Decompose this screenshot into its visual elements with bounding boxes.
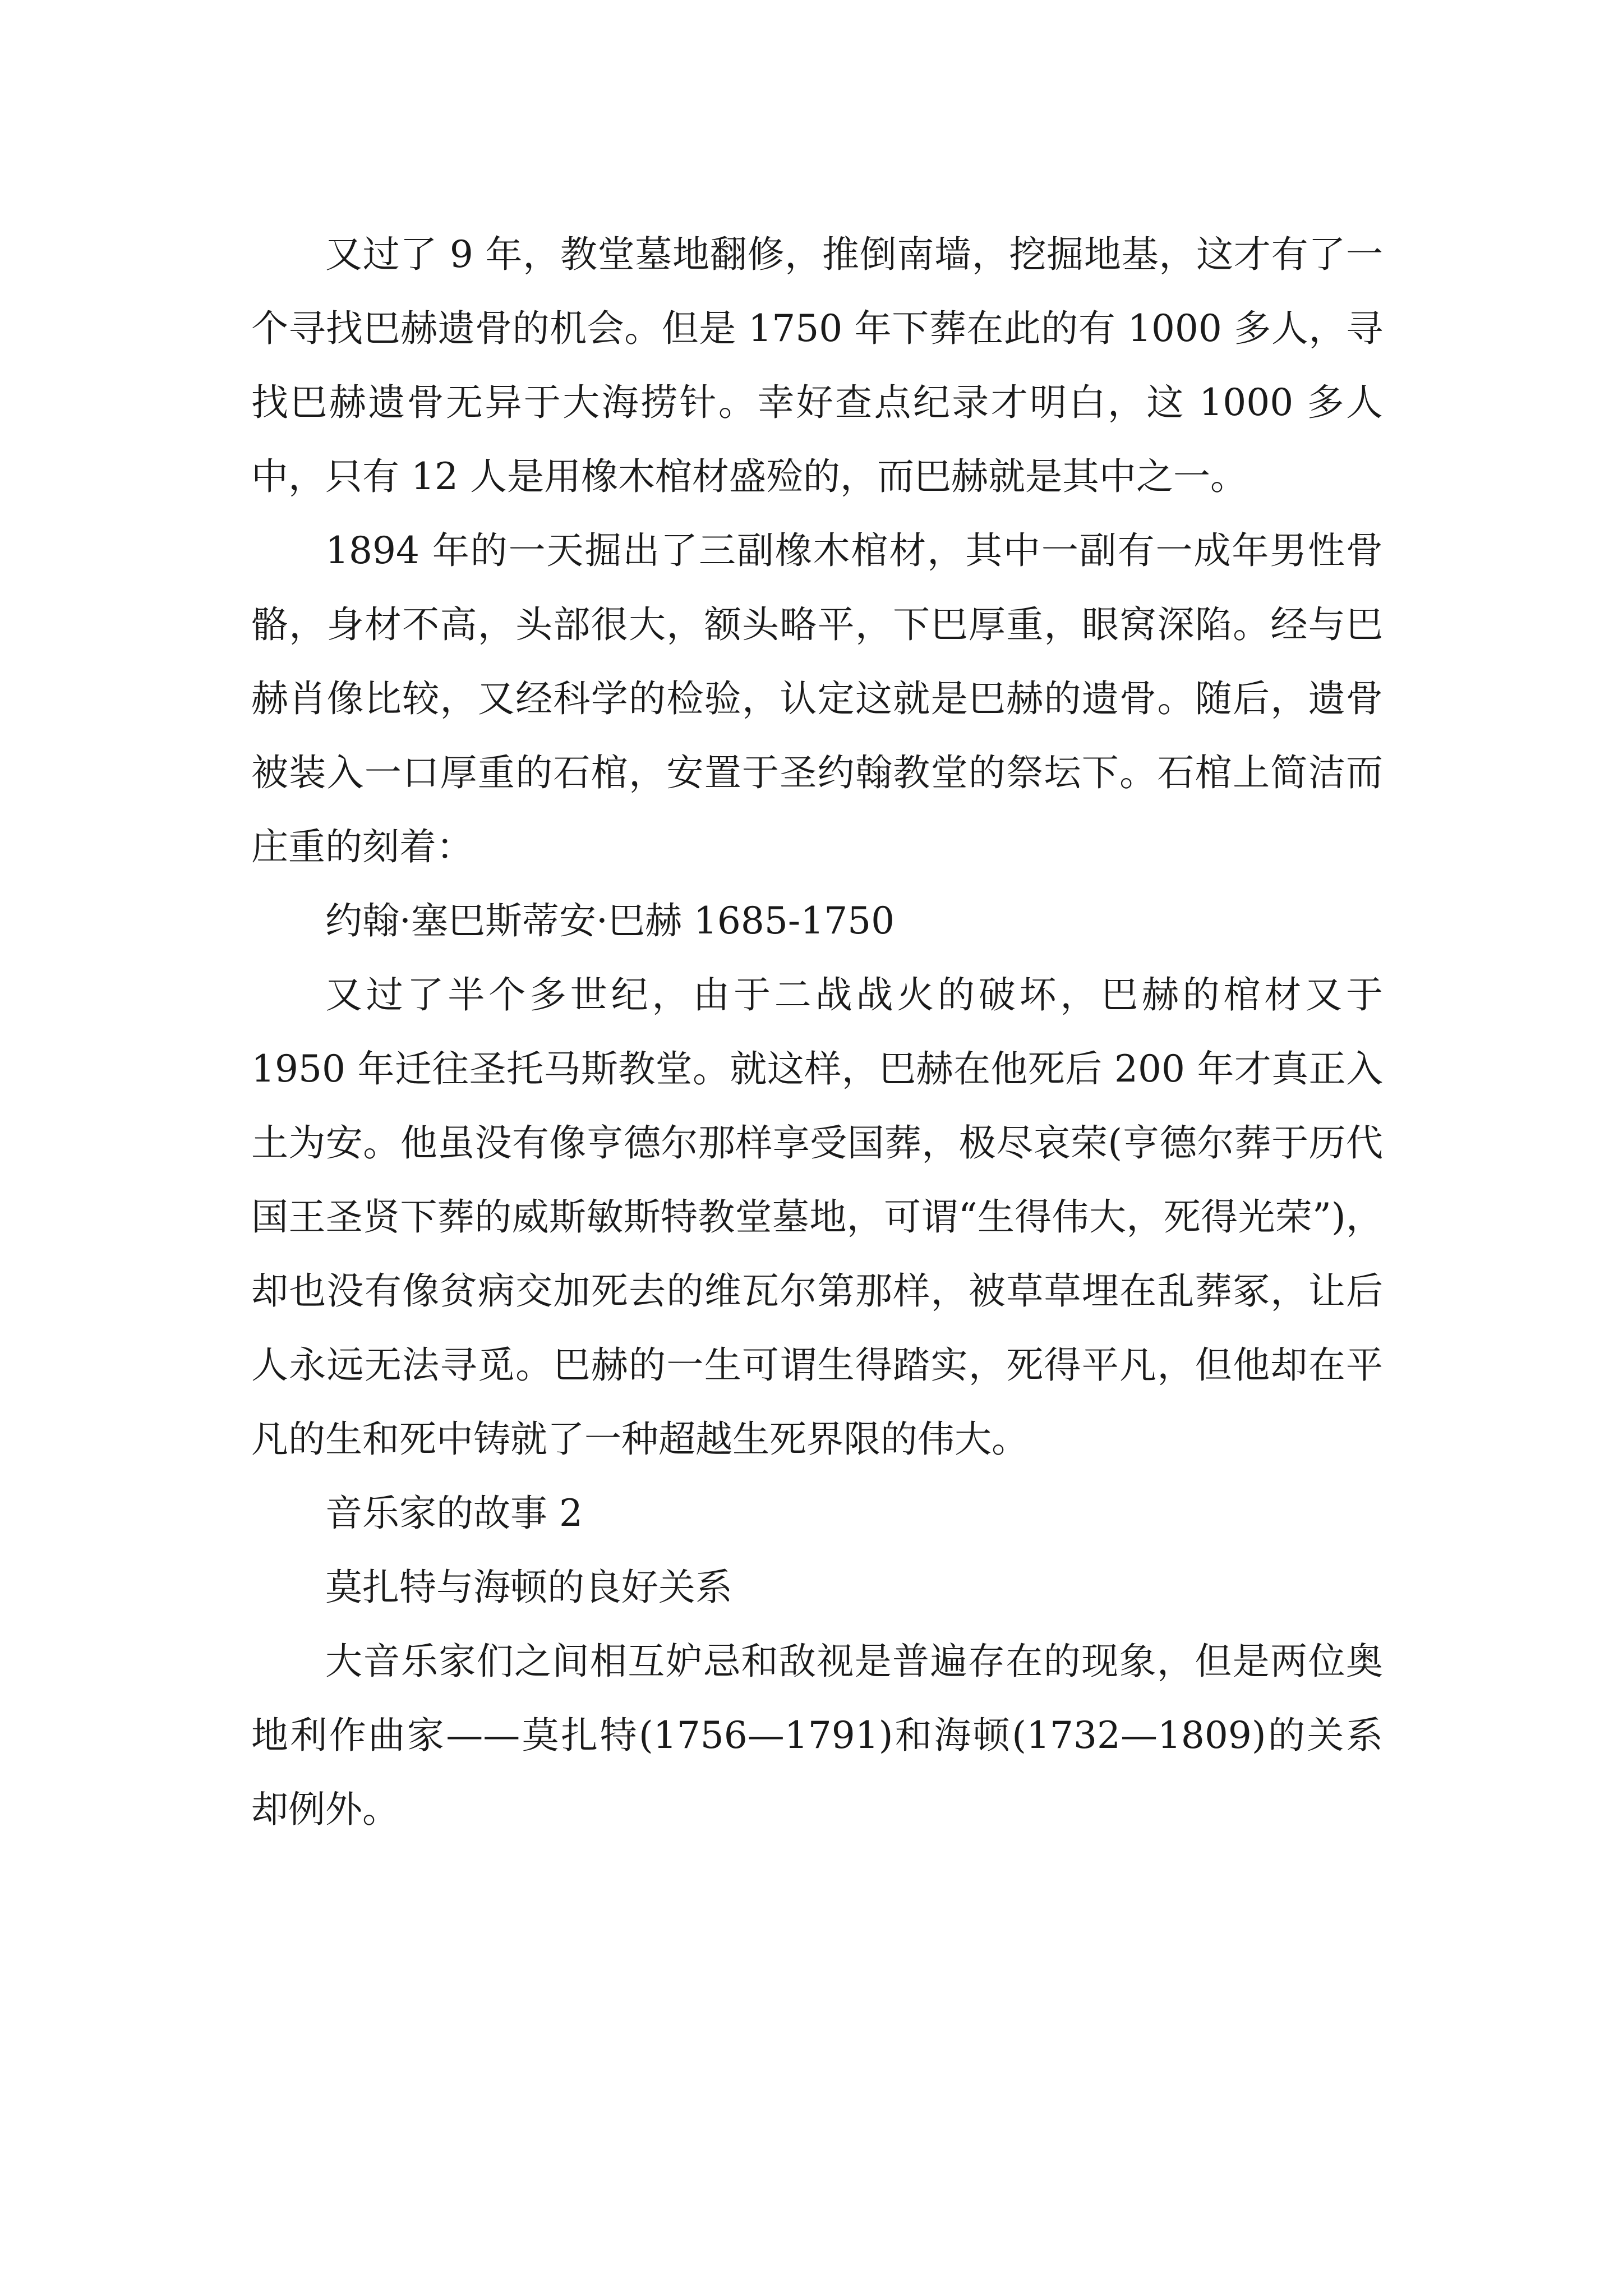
body-text xyxy=(251,218,1383,1847)
paragraph-mozart-haydn: 大音乐家们之间相互妒忌和敌视是普遍存在的现象，但是两位奥地利作曲家——莫扎特(1756—1791)和海顿(1732—1809)的关系却例外。 xyxy=(251,1640,1383,1831)
paragraph-remains-found: 1894 年的一天掘出了三副橡木棺材，其中一副有一成年男性骨骼，身材不高，头部很大，额头略平，下巴厚重，眼窝深陷。经与巴赫肖像比较，又经科学的检验，认定这就是巴赫的遗骨。随后，遗骨被装入一口厚重的石棺，安置于圣约翰教堂的祭坛下。石棺上简洁而庄重的刻着： xyxy=(251,529,1383,868)
paragraph-church-renovation: 又过了 9 年，教堂墓地翻修，推倒南墙，挖掘地基，这才有了一个寻找巴赫遗骨的机会。但是 1750 年下葬在此的有 1000 多人，寻找巴赫遗骨无异于大海捞针。幸好查点纪录才明白，这 1000 多人中，只有 12 人是用橡木棺材盛殓的，而巴赫就是其中之一。 xyxy=(251,233,1383,498)
paragraph-inscription: 约翰·塞巴斯蒂安·巴赫 1685-1750 xyxy=(325,899,895,942)
section-subheading: 莫扎特与海顿的良好关系 xyxy=(325,1566,732,1609)
paragraph-reburial: 又过了半个多世纪，由于二战战火的破坏，巴赫的棺材又于 1950 年迁往圣托马斯教堂。就这样，巴赫在他死后 200 年才真正入土为安。他虽没有像亨德尔那样享受国葬，极尽哀荣(亨德尔葬于历代国王圣贤下葬的威斯敏斯特教堂墓地，可谓“生得伟大，死得光荣”)，却也没有像贫病交加死去的维瓦尔第那样，被草草埋在乱葬冢，让后人永远无法寻觅。巴赫的一生可谓生得踏实，死得平凡，但他却在平凡的生和死中铸就了一种超越生死界限的伟大。 xyxy=(251,973,1383,1461)
section-heading: 音乐家的故事 2 xyxy=(325,1492,583,1535)
